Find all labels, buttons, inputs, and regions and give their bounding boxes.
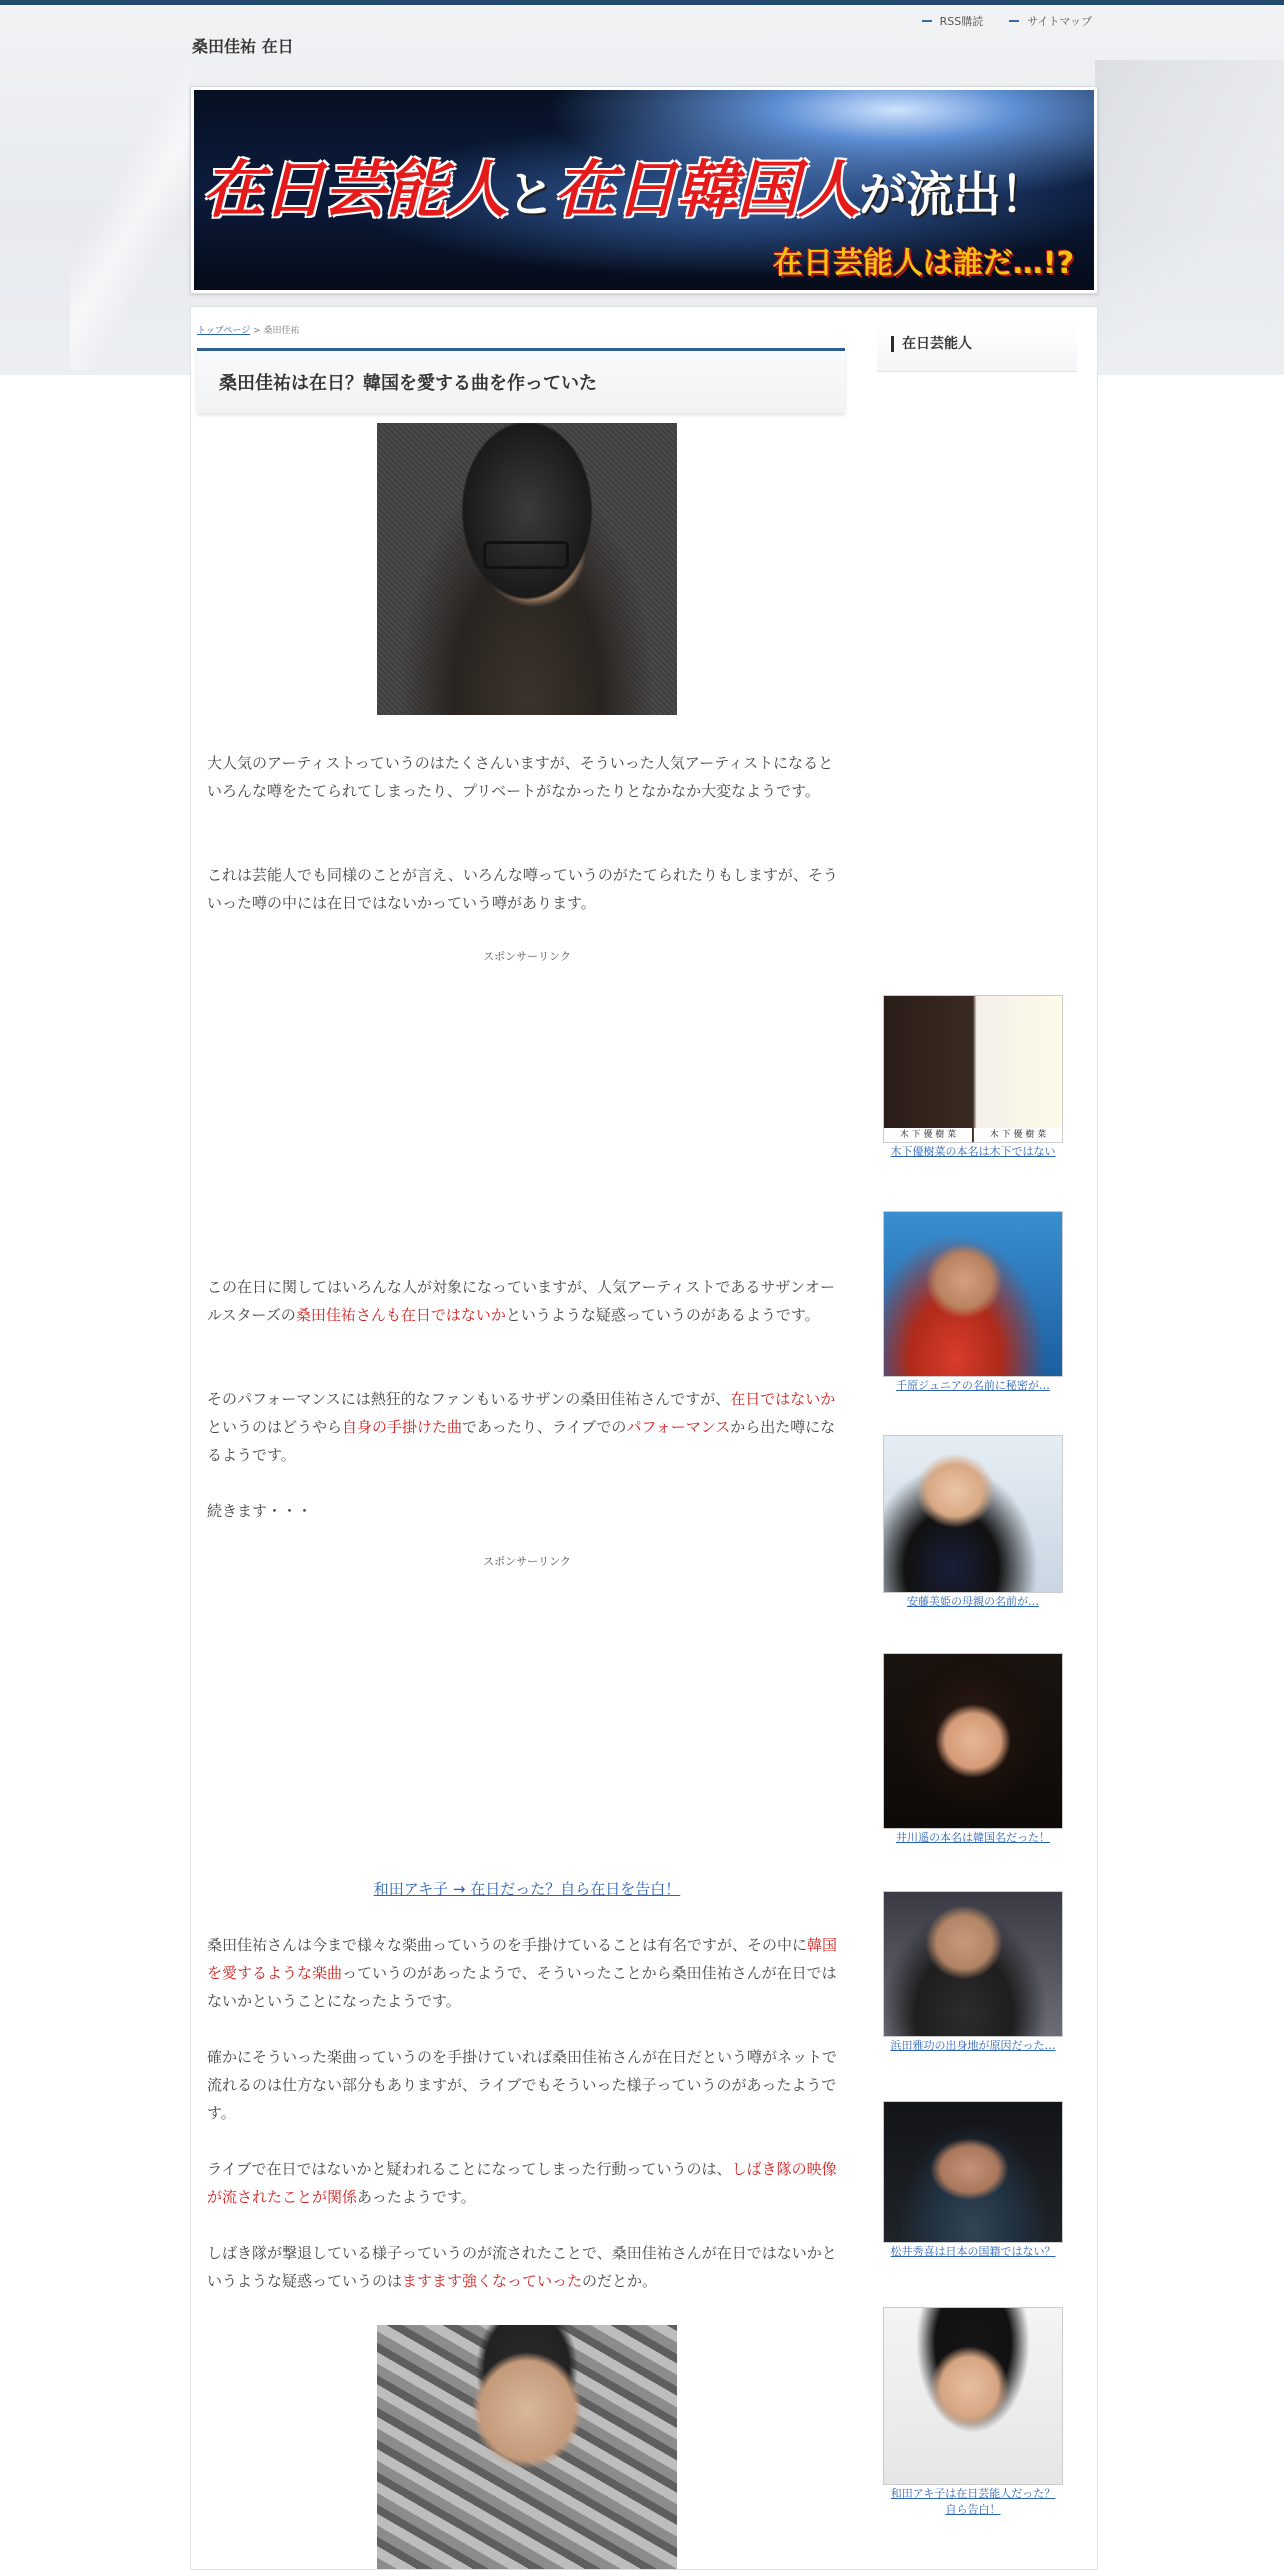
banner-text: と: [507, 167, 555, 223]
top-links: [922, 13, 1092, 29]
sidebar-item-link[interactable]: 井川遥の本名は韓国名だった！: [896, 1831, 1050, 1844]
article-photo-kuwata-2: [377, 2325, 677, 2569]
dash-icon: [922, 20, 932, 22]
text-span: っていうのがあったようで、そういったことから桑田佳祐さんが在日ではないかということになったようです。: [207, 1964, 837, 2010]
sitemap-link-label[interactable]: サイトマップ: [1027, 15, 1092, 28]
sidebar-item[interactable]: [883, 1435, 1063, 1609]
highlight-text: 韓国を愛するような楽曲: [207, 1936, 838, 1982]
banner-text: 在日芸能人: [202, 153, 508, 226]
sidebar-thumbnail[interactable]: [883, 1211, 1063, 1377]
glasses-shape: [483, 541, 569, 569]
paragraph-text: [207, 1273, 847, 1329]
sidebar-item-link[interactable]: 千原ジュニアの名前に秘密が…: [896, 1379, 1050, 1392]
sponsor-label: スポンサーリンク: [483, 1555, 571, 1568]
breadcrumb: [197, 323, 300, 336]
sponsor-label: スポンサーリンク: [483, 950, 571, 963]
sidebar-item-link[interactable]: 和田アキ子は在日芸能人だった？: [890, 2487, 1056, 2500]
paragraph-text: 大人気のアーティストっていうのはたくさんいますが、そういった人気アーティストになるといろんな噂をたてられてしまったり、プリベートがなかったりとなかなか大変なようです。: [207, 754, 834, 800]
sitemap-link[interactable]: [1009, 13, 1092, 29]
header-decoration-right: [1095, 60, 1284, 380]
sidebar-item-link[interactable]: 安藤美姫の母親の名前が…: [907, 1595, 1039, 1608]
text-span: というのはどうやら: [207, 1418, 343, 1436]
breadcrumb-current: 桑田佳祐: [263, 326, 300, 336]
sidebar-thumbnail[interactable]: [883, 995, 1063, 1143]
ad-space[interactable]: [207, 1575, 847, 1875]
rss-link-label[interactable]: RSS購読: [939, 15, 984, 28]
paragraph-4: [207, 1385, 847, 1469]
main-container: [190, 306, 1098, 2570]
highlight-text: パフォーマンス: [626, 1418, 731, 1436]
rss-link[interactable]: [922, 13, 984, 29]
highlight-text: 桑田佳祐さんも在日ではないか: [295, 1306, 506, 1324]
paragraph-7: [207, 2043, 847, 2127]
text-span: そのパフォーマンスには熱狂的なファンもいるサザンの桑田佳祐さんですが、: [207, 1390, 731, 1408]
highlight-text: しばき隊の映像が流されたことが関係: [207, 2160, 837, 2206]
dash-icon: [1009, 20, 1019, 22]
paragraph-8: [207, 2155, 847, 2211]
paragraph-text: [207, 1931, 847, 2015]
text-span: のだとか。: [582, 2272, 658, 2290]
text-span: というような疑惑っていうのがあるようです。: [505, 1306, 820, 1324]
sidebar-heading: 在日芸能人: [891, 336, 972, 352]
header-decoration: [70, 40, 190, 370]
text-span: この在日に関してはいろんな人が対象になっていますが、人気アーティストであるサザンオールスターズの: [207, 1278, 836, 1324]
sidebar-thumbnail[interactable]: [883, 1891, 1063, 2037]
sidebar-thumbnail[interactable]: [883, 1435, 1063, 1593]
site-title[interactable]: 桑田佳祐 在日: [192, 37, 294, 56]
paragraph-6: [207, 1931, 847, 2015]
text-span: しばき隊が撃退している様子っていうのが流されたことで、桑田佳祐さんが在日ではないかというような疑惑っていうのは: [207, 2244, 837, 2290]
text-span: ライブで在日ではないかと疑われることになってしまった行動っていうのは、: [207, 2160, 732, 2178]
banner-image: [194, 90, 1094, 290]
text-span: 桑田佳祐さんは今まで様々な楽曲っていうのを手掛けていることは有名ですが、その中に: [207, 1936, 808, 1954]
paragraph-text: 続きます・・・: [207, 1502, 313, 1520]
thumbnail-label: 木 下 優 樹 菜: [884, 1128, 972, 1142]
sidebar-item-link[interactable]: 浜田雅功の出身地が原因だった…: [890, 2039, 1056, 2052]
breadcrumb-separator: >: [253, 326, 261, 336]
sidebar-heading-box: [877, 323, 1077, 372]
paragraph-3: [207, 1273, 847, 1329]
banner-text: 在日韓国人: [554, 153, 860, 226]
highlight-text: 自身の手掛けた曲: [342, 1418, 463, 1436]
paragraph-1: [207, 749, 847, 805]
text-span: から出た噂になるようです。: [207, 1418, 836, 1464]
banner-text: が流出！: [859, 167, 1048, 223]
paragraph-9: [207, 2239, 847, 2295]
paragraph-text: 確かにそういった楽曲っていうのを手掛けていれば桑田佳祐さんが在日だという噂がネットで流れるのは仕方ない部分もありますが、ライブでもそういった様子っていうのがあったようです。: [207, 2048, 838, 2122]
article-title: 桑田佳祐は在日？韓国を愛する曲を作っていた: [219, 373, 597, 394]
sidebar-item[interactable]: [883, 995, 1063, 1159]
top-accent-bar: [0, 0, 1284, 5]
banner-subheadline: 在日芸能人は誰だ…!?: [772, 246, 1074, 281]
ad-space[interactable]: [207, 969, 847, 1569]
sidebar-item-link[interactable]: 木下優樹菜の本名は木下ではない: [890, 1145, 1056, 1158]
paragraph-text: [207, 2155, 847, 2211]
sidebar-item[interactable]: [883, 2101, 1063, 2259]
sidebar-thumbnail[interactable]: [883, 2101, 1063, 2243]
header-banner[interactable]: [190, 86, 1098, 294]
article-photo-kuwata: [377, 423, 677, 715]
sidebar-item-link[interactable]: 松井秀喜は日本の国籍ではない？: [890, 2245, 1056, 2258]
article-title-box: [197, 348, 845, 413]
sidebar-item[interactable]: [883, 1891, 1063, 2053]
paragraph-text: これは芸能人でも同様のことが言え、いろんな噂っていうのがたてられたりもしますが、そういった噂の中には在日ではないかっていう噂があります。: [207, 866, 838, 912]
paragraph-text: [207, 1385, 847, 1469]
paragraph-2: [207, 861, 847, 917]
text-span: であったり、ライブでの: [462, 1418, 627, 1436]
sidebar-item[interactable]: [883, 1211, 1063, 1393]
paragraph-5: [207, 1497, 847, 1525]
sidebar-item[interactable]: [883, 1653, 1063, 1845]
sidebar-item-link[interactable]: 自ら告白！: [945, 2503, 1001, 2516]
sidebar-thumbnail[interactable]: [883, 1653, 1063, 1829]
banner-headline: [202, 140, 1047, 229]
sidebar-item[interactable]: [883, 2307, 1063, 2517]
related-article-link[interactable]: 和田アキ子 → 在日だった？自ら在日を告白！: [373, 1880, 681, 1898]
breadcrumb-home[interactable]: トップページ: [197, 326, 251, 336]
highlight-text: ますます強くなっていった: [402, 2272, 583, 2290]
text-span: あったようです。: [357, 2188, 476, 2206]
sidebar-thumbnail[interactable]: [883, 2307, 1063, 2485]
paragraph-text: [207, 2239, 847, 2295]
thumbnail-label: 木 下 優 樹 菜: [974, 1128, 1062, 1142]
highlight-text: 在日ではないか: [730, 1390, 836, 1408]
